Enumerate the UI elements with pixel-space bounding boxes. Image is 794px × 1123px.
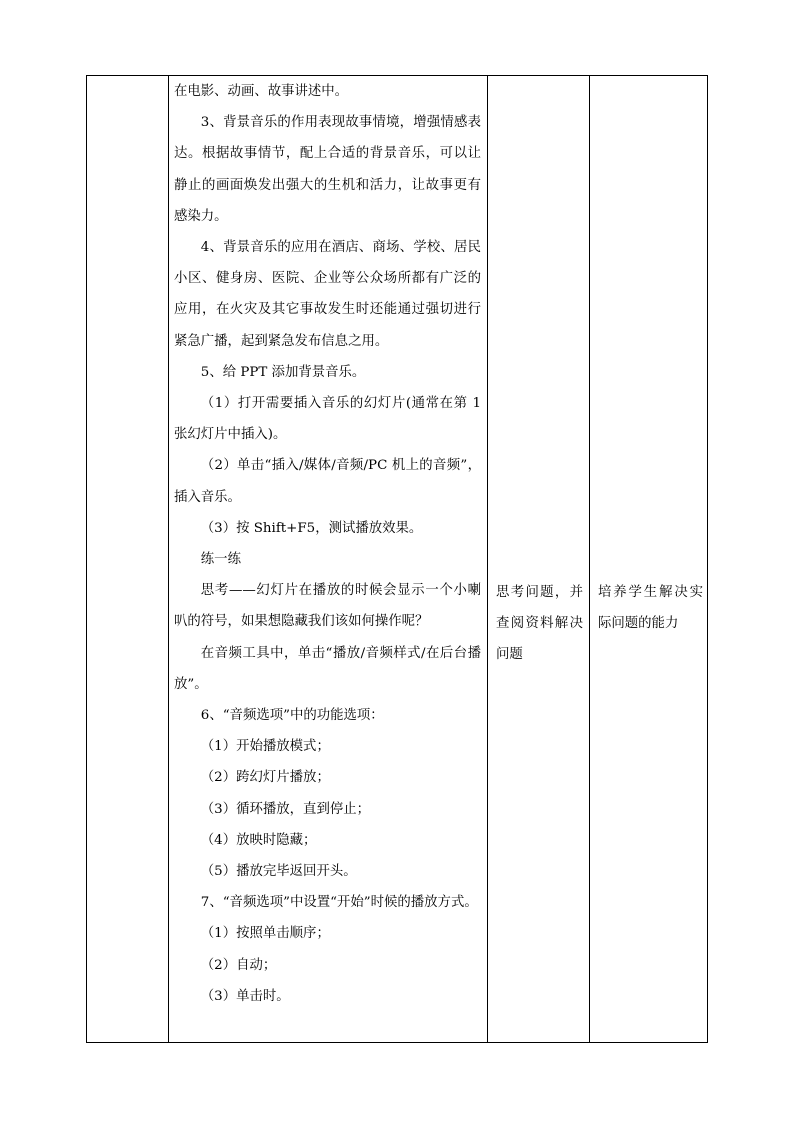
column-divider <box>487 76 488 1042</box>
content-paragraph: （2）自动； <box>200 957 277 973</box>
content-paragraph: （1）按照单击顺序； <box>200 926 330 942</box>
content-paragraph: 5、给 PPT 添加背景音乐。 <box>200 364 366 380</box>
column-divider <box>589 76 590 1042</box>
teaching-content-cell <box>169 76 487 1012</box>
content-paragraph: 练一练 <box>200 552 241 568</box>
design-intent-cell <box>590 577 707 639</box>
content-paragraph: 在音频工具中，单击“播放/音频样式/在后台播放”。 <box>174 645 481 692</box>
content-paragraph: （2）单击“插入/媒体/音频/PC 机上的音频”，插入音乐。 <box>174 458 481 505</box>
content-paragraph: （1）打开需要插入音乐的幻灯片(通常在第 1 张幻灯片中插入)。 <box>174 396 481 443</box>
content-paragraph: 7、“音频选项”中设置“开始”时候的播放方式。 <box>200 895 478 911</box>
content-paragraph: 4、背景音乐的应用在酒店、商场、学校、居民小区、健身房、医院、企业等公众场所都有广泛的应用，在火灾及其它事故发生时还能通过强切进行紧急广播，起到紧急发布信息之用。 <box>174 240 481 349</box>
content-paragraph: 在电影、动画、故事讲述中。 <box>174 84 349 99</box>
content-paragraph: （3）循环播放，直到停止； <box>200 801 371 817</box>
content-paragraph: （1）开始播放模式； <box>200 739 330 755</box>
content-paragraph: 3、背景音乐的作用表现故事情境，增强情感表达。根据故事情节，配上合适的背景音乐，可以让静止的画面焕发出强大的生机和活力，让故事更有感染力。 <box>174 115 481 224</box>
lesson-plan-table <box>86 75 708 1043</box>
content-paragraph: （2）跨幻灯片播放； <box>200 770 330 786</box>
design-intent-text: 培养学生解决实际问题的能力 <box>598 585 703 632</box>
content-paragraph: （3）单击时。 <box>200 988 290 1004</box>
content-paragraph: （5）播放完毕返回开头。 <box>200 864 357 880</box>
content-paragraph: 思考——幻灯片在播放的时候会显示一个小喇叭的符号，如果想隐藏我们该如何操作呢？ <box>174 583 481 630</box>
content-paragraph: 6、“音频选项”中的功能选项： <box>200 708 384 724</box>
content-paragraph: （3）按 Shift+F5，测试播放效果。 <box>200 520 423 536</box>
student-activity-cell <box>488 577 588 671</box>
student-activity-text: 思考问题，并查阅资料解决问题 <box>496 585 583 663</box>
content-paragraph: （4）放映时隐藏； <box>200 832 317 848</box>
